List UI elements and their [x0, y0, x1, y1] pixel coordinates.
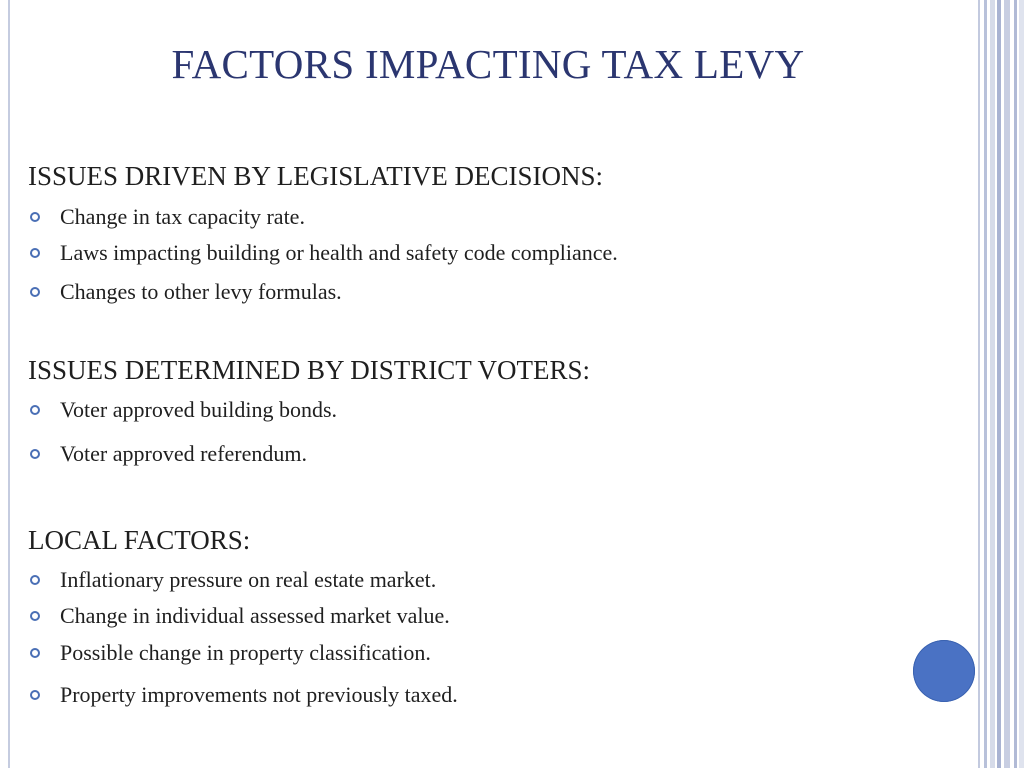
stripe	[997, 0, 1001, 768]
decorative-circle	[913, 640, 975, 702]
bullet-icon	[30, 690, 40, 700]
section-heading-legislative: ISSUES DRIVEN BY LEGISLATIVE DECISIONS:	[28, 161, 604, 191]
list-item	[28, 279, 342, 305]
bullet-icon	[30, 212, 40, 222]
stripe	[1004, 0, 1010, 768]
list-item-text: Voter approved referendum.	[60, 441, 307, 466]
list-item-text: Change in individual assessed market value.	[60, 603, 450, 628]
bullet-icon	[30, 449, 40, 459]
stripe	[984, 0, 987, 768]
bullet-icon	[30, 648, 40, 658]
bullet-icon	[30, 405, 40, 415]
left-decorative-line	[8, 0, 10, 768]
list-item	[28, 682, 458, 708]
stripe	[1014, 0, 1017, 768]
right-decorative-stripes	[978, 0, 1024, 768]
list-item	[28, 603, 450, 629]
list-item-text: Possible change in property classification.	[60, 640, 431, 665]
bullet-icon	[30, 575, 40, 585]
list-item-text: Inflationary pressure on real estate market.	[60, 567, 437, 592]
list-item	[28, 567, 436, 593]
list-item	[28, 441, 307, 467]
list-item-text: Change in tax capacity rate.	[60, 204, 305, 229]
stripe	[990, 0, 995, 768]
bullet-icon	[30, 287, 40, 297]
bullet-icon	[30, 248, 40, 258]
list-item	[28, 640, 431, 666]
slide-title: FACTORS IMPACTING TAX LEVY	[171, 41, 805, 87]
stripe	[978, 0, 980, 768]
bullet-icon	[30, 611, 40, 621]
list-item-text: Property improvements not previously taxed.	[60, 682, 458, 707]
list-item-text: Laws impacting building or health and safety code compliance.	[60, 240, 618, 265]
list-item	[28, 240, 618, 266]
list-item	[28, 397, 337, 423]
stripe	[1019, 0, 1024, 768]
list-item-text: Voter approved building bonds.	[60, 397, 338, 422]
list-item	[28, 204, 305, 230]
section-heading-local: LOCAL FACTORS:	[28, 525, 251, 555]
list-item-text: Changes to other levy formulas.	[60, 279, 342, 304]
section-heading-voters: ISSUES DETERMINED BY DISTRICT VOTERS:	[28, 355, 591, 385]
